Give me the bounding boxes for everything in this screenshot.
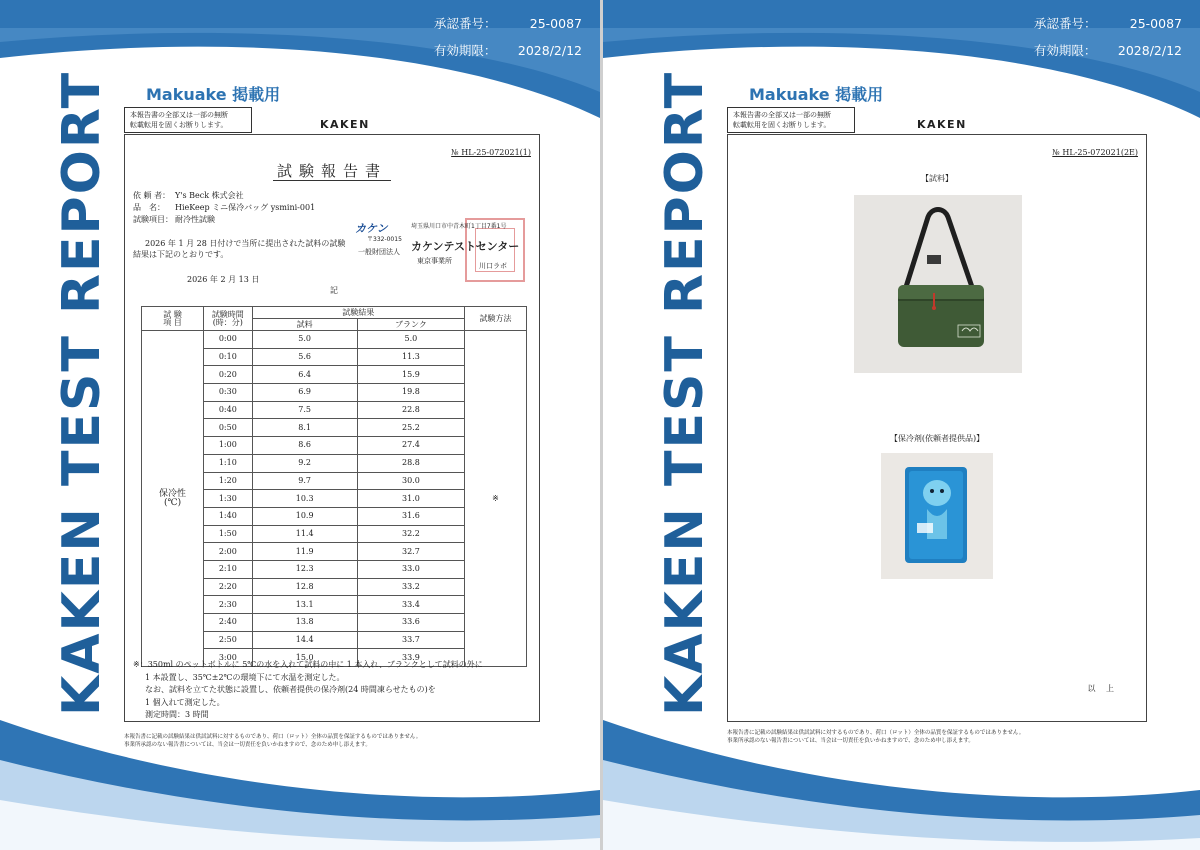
end-mark: 以 上: [1087, 684, 1118, 693]
time-cell: 0:40: [204, 401, 252, 419]
blank-cell: 33.0: [357, 560, 464, 578]
lab-name: KAKEN: [917, 118, 967, 131]
header-sample: 試料: [252, 319, 357, 331]
blank-cell: 33.6: [357, 614, 464, 632]
time-cell: 0:10: [204, 348, 252, 366]
time-cell: 2:10: [204, 560, 252, 578]
disclaimer: [727, 729, 1147, 745]
cooler-bag-illustration: [854, 195, 1022, 373]
sample-bag-photo: [854, 195, 1022, 373]
sample-cell: 6.9: [252, 384, 357, 402]
header-test-time: [204, 307, 252, 331]
issuer-center-name: カケンテストセンター: [411, 240, 520, 253]
sample-cell: 8.1: [252, 419, 357, 437]
table-row: [142, 331, 527, 349]
ice-pack-illustration: [881, 453, 993, 579]
blank-cell: 28.8: [357, 454, 464, 472]
blank-cell: 27.4: [357, 437, 464, 455]
issuer-block: [355, 218, 535, 280]
ki-mark: 記: [330, 286, 338, 295]
time-cell: 1:40: [204, 507, 252, 525]
vertical-report-title: KAKEN TEST REPORT: [655, 70, 715, 716]
footnote-line: ※：350ml のペットボトルに 5℃の水を入れて試料の中に 1 本入れ、ブランクとして試料の外に: [133, 660, 483, 669]
intro-paragraph: 2026 年 1 月 28 日付けで当所に提出された試料の試験結果は下記のとおりです。: [133, 239, 346, 259]
document-title-text: 試験報告書: [273, 162, 391, 181]
report-number: № HL-25-072021(2E): [1052, 148, 1138, 157]
report-number: № HL-25-072021(1): [451, 148, 531, 157]
issuer-address: 埼玉県川口市中青木町1丁目7番1号: [411, 223, 507, 230]
sample-cell: 9.2: [252, 454, 357, 472]
footnote-line: なお、試料を立てた状態に設置し、依頼者提供の保冷剤(24 時間凍らせたもの)を: [145, 685, 436, 694]
report-page-2: [603, 0, 1200, 850]
approval-number: 25-0087: [529, 16, 582, 31]
expiry-label: 有効期限：: [433, 43, 497, 58]
header-text: 試験時間: [211, 309, 244, 319]
results-table: [141, 306, 527, 667]
sample-cell: 13.1: [252, 596, 357, 614]
time-cell: 0:00: [204, 331, 252, 349]
time-cell: 2:20: [204, 578, 252, 596]
blank-cell: 31.6: [357, 507, 464, 525]
sample-cell: 7.5: [252, 401, 357, 419]
footnote-line: 1 本設置し、35℃±2℃の環境下にて水温を測定した。: [145, 672, 345, 682]
sample-cell: 13.8: [252, 614, 357, 632]
blank-cell: 33.2: [357, 578, 464, 596]
row-label: 保冷性: [159, 488, 187, 499]
disclaimer: [124, 733, 544, 749]
expiry-date: 2028/2/12: [1117, 43, 1182, 58]
time-cell: 2:40: [204, 614, 252, 632]
time-cell: 1:00: [204, 437, 252, 455]
blank-cell: 5.0: [357, 331, 464, 349]
product-label: 品 名：: [133, 203, 165, 212]
disclaimer-line: 本報告書に記載の試験結果は供試試料に対するものであり、荷口（ロット）全体の品質を保証するものではありません。: [727, 730, 1025, 736]
product-value: HieKeep ミニ保冷バッグ ysmini-001: [175, 203, 316, 212]
approval-number: 25-0087: [1129, 16, 1182, 31]
blank-cell: 15.9: [357, 366, 464, 384]
sample-cell: 9.7: [252, 472, 357, 490]
sample-cell: 11.4: [252, 525, 357, 543]
sample-cell: 14.4: [252, 631, 357, 649]
notice-line: 転載転用を固くお断りします。: [733, 121, 831, 129]
disclaimer-line: 事業所承認のない報告書については、当会は一切責任を負いかねますので、念のため申し添えます。: [124, 742, 371, 748]
blank-cell: 32.7: [357, 543, 464, 561]
footnote-line: 1 個入れて測定した。: [145, 697, 225, 707]
issue-date: 2026 年 2 月 13 日: [187, 275, 260, 284]
time-cell: 1:30: [204, 490, 252, 508]
row-label-unit: (℃): [164, 497, 182, 508]
blank-cell: 31.0: [357, 490, 464, 508]
time-cell: 3:00: [204, 649, 252, 667]
approval-meta: [434, 10, 582, 64]
reproduction-notice: [727, 107, 855, 133]
row-label-cell: [142, 331, 204, 667]
header-blank: ブランク: [357, 319, 464, 331]
expiry-date: 2028/2/12: [517, 43, 582, 58]
disclaimer-line: 本報告書に記載の試験結果は供試試料に対するものであり、荷口（ロット）全体の品質を保証するものではありません。: [124, 734, 422, 740]
blank-cell: 32.2: [357, 525, 464, 543]
client-value: Y's Beck 株式会社: [175, 191, 244, 200]
document-title: [125, 160, 539, 181]
notice-line: 本報告書の全部又は一部の無断: [733, 111, 831, 119]
sample-cell: 10.9: [252, 507, 357, 525]
time-cell: 0:30: [204, 384, 252, 402]
header-text: (時：分): [212, 317, 243, 327]
sample-cell: 5.6: [252, 348, 357, 366]
ice-pack-photo: [881, 453, 993, 579]
test-item-value: 耐冷性試験: [175, 215, 215, 224]
disclaimer-line: 事業所承認のない報告書については、当会は一切責任を負いかねますので、念のため申し添えます。: [727, 738, 974, 744]
sample-cell: 8.6: [252, 437, 357, 455]
blank-cell: 19.8: [357, 384, 464, 402]
vertical-report-title: KAKEN TEST REPORT: [52, 70, 112, 716]
report-info: [133, 190, 315, 226]
sample-cell: 15.0: [252, 649, 357, 667]
blank-cell: 25.2: [357, 419, 464, 437]
sample-cell: 6.4: [252, 366, 357, 384]
header-test-item: [142, 307, 204, 331]
blank-cell: 11.3: [357, 348, 464, 366]
approval-label: 承認番号：: [1034, 16, 1097, 31]
sample-cell: 5.0: [252, 331, 357, 349]
blank-cell: 30.0: [357, 472, 464, 490]
test-item-label: 試験項目：: [133, 215, 173, 224]
issuer-office: 東京事業所: [417, 257, 452, 265]
makuake-label: Makuake 掲載用: [146, 85, 281, 104]
method-cell: ※: [465, 331, 527, 667]
blank-cell: 33.7: [357, 631, 464, 649]
notice-line: 転載転用を固くお断りします。: [130, 121, 228, 129]
issuer-zip: 〒332-0015: [367, 236, 402, 243]
time-cell: 2:50: [204, 631, 252, 649]
time-cell: 1:50: [204, 525, 252, 543]
kaken-logo: カケン: [355, 222, 388, 235]
header-test-method: 試験方法: [465, 307, 527, 331]
sample-cell: 12.8: [252, 578, 357, 596]
report-frame: [124, 134, 540, 722]
client-label: 依 頼 者：: [133, 191, 171, 200]
time-cell: 0:50: [204, 419, 252, 437]
blank-cell: 22.8: [357, 401, 464, 419]
seal-text: 川口ラボ: [479, 262, 507, 270]
time-cell: 0:20: [204, 366, 252, 384]
time-cell: 2:30: [204, 596, 252, 614]
blank-cell: 33.9: [357, 649, 464, 667]
approval-meta: [1034, 10, 1182, 64]
notice-line: 本報告書の全部又は一部の無断: [130, 111, 228, 119]
header-text: 項 目: [163, 317, 182, 327]
footnote: [133, 659, 535, 722]
coolant-caption: 【保冷剤(依頼者提供品)】: [889, 434, 985, 443]
footnote-line: 測定時間：3 時間: [145, 710, 209, 719]
sample-cell: 11.9: [252, 543, 357, 561]
expiry-label: 有効期限：: [1033, 43, 1097, 58]
lab-name: KAKEN: [320, 118, 370, 131]
time-cell: 1:10: [204, 454, 252, 472]
blank-cell: 33.4: [357, 596, 464, 614]
header-results: 試験結果: [252, 307, 464, 319]
header-text: 試 験: [163, 309, 182, 319]
reproduction-notice: [124, 107, 252, 133]
approval-label: 承認番号：: [434, 16, 497, 31]
results-body: [142, 331, 527, 667]
makuake-label: Makuake 掲載用: [749, 85, 884, 104]
time-cell: 2:00: [204, 543, 252, 561]
issuer-association: 一般財団法人: [358, 248, 400, 256]
sample-caption: 【試料】: [921, 174, 953, 183]
sample-cell: 12.3: [252, 560, 357, 578]
time-cell: 1:20: [204, 472, 252, 490]
report-frame: [727, 134, 1147, 722]
sample-cell: 10.3: [252, 490, 357, 508]
